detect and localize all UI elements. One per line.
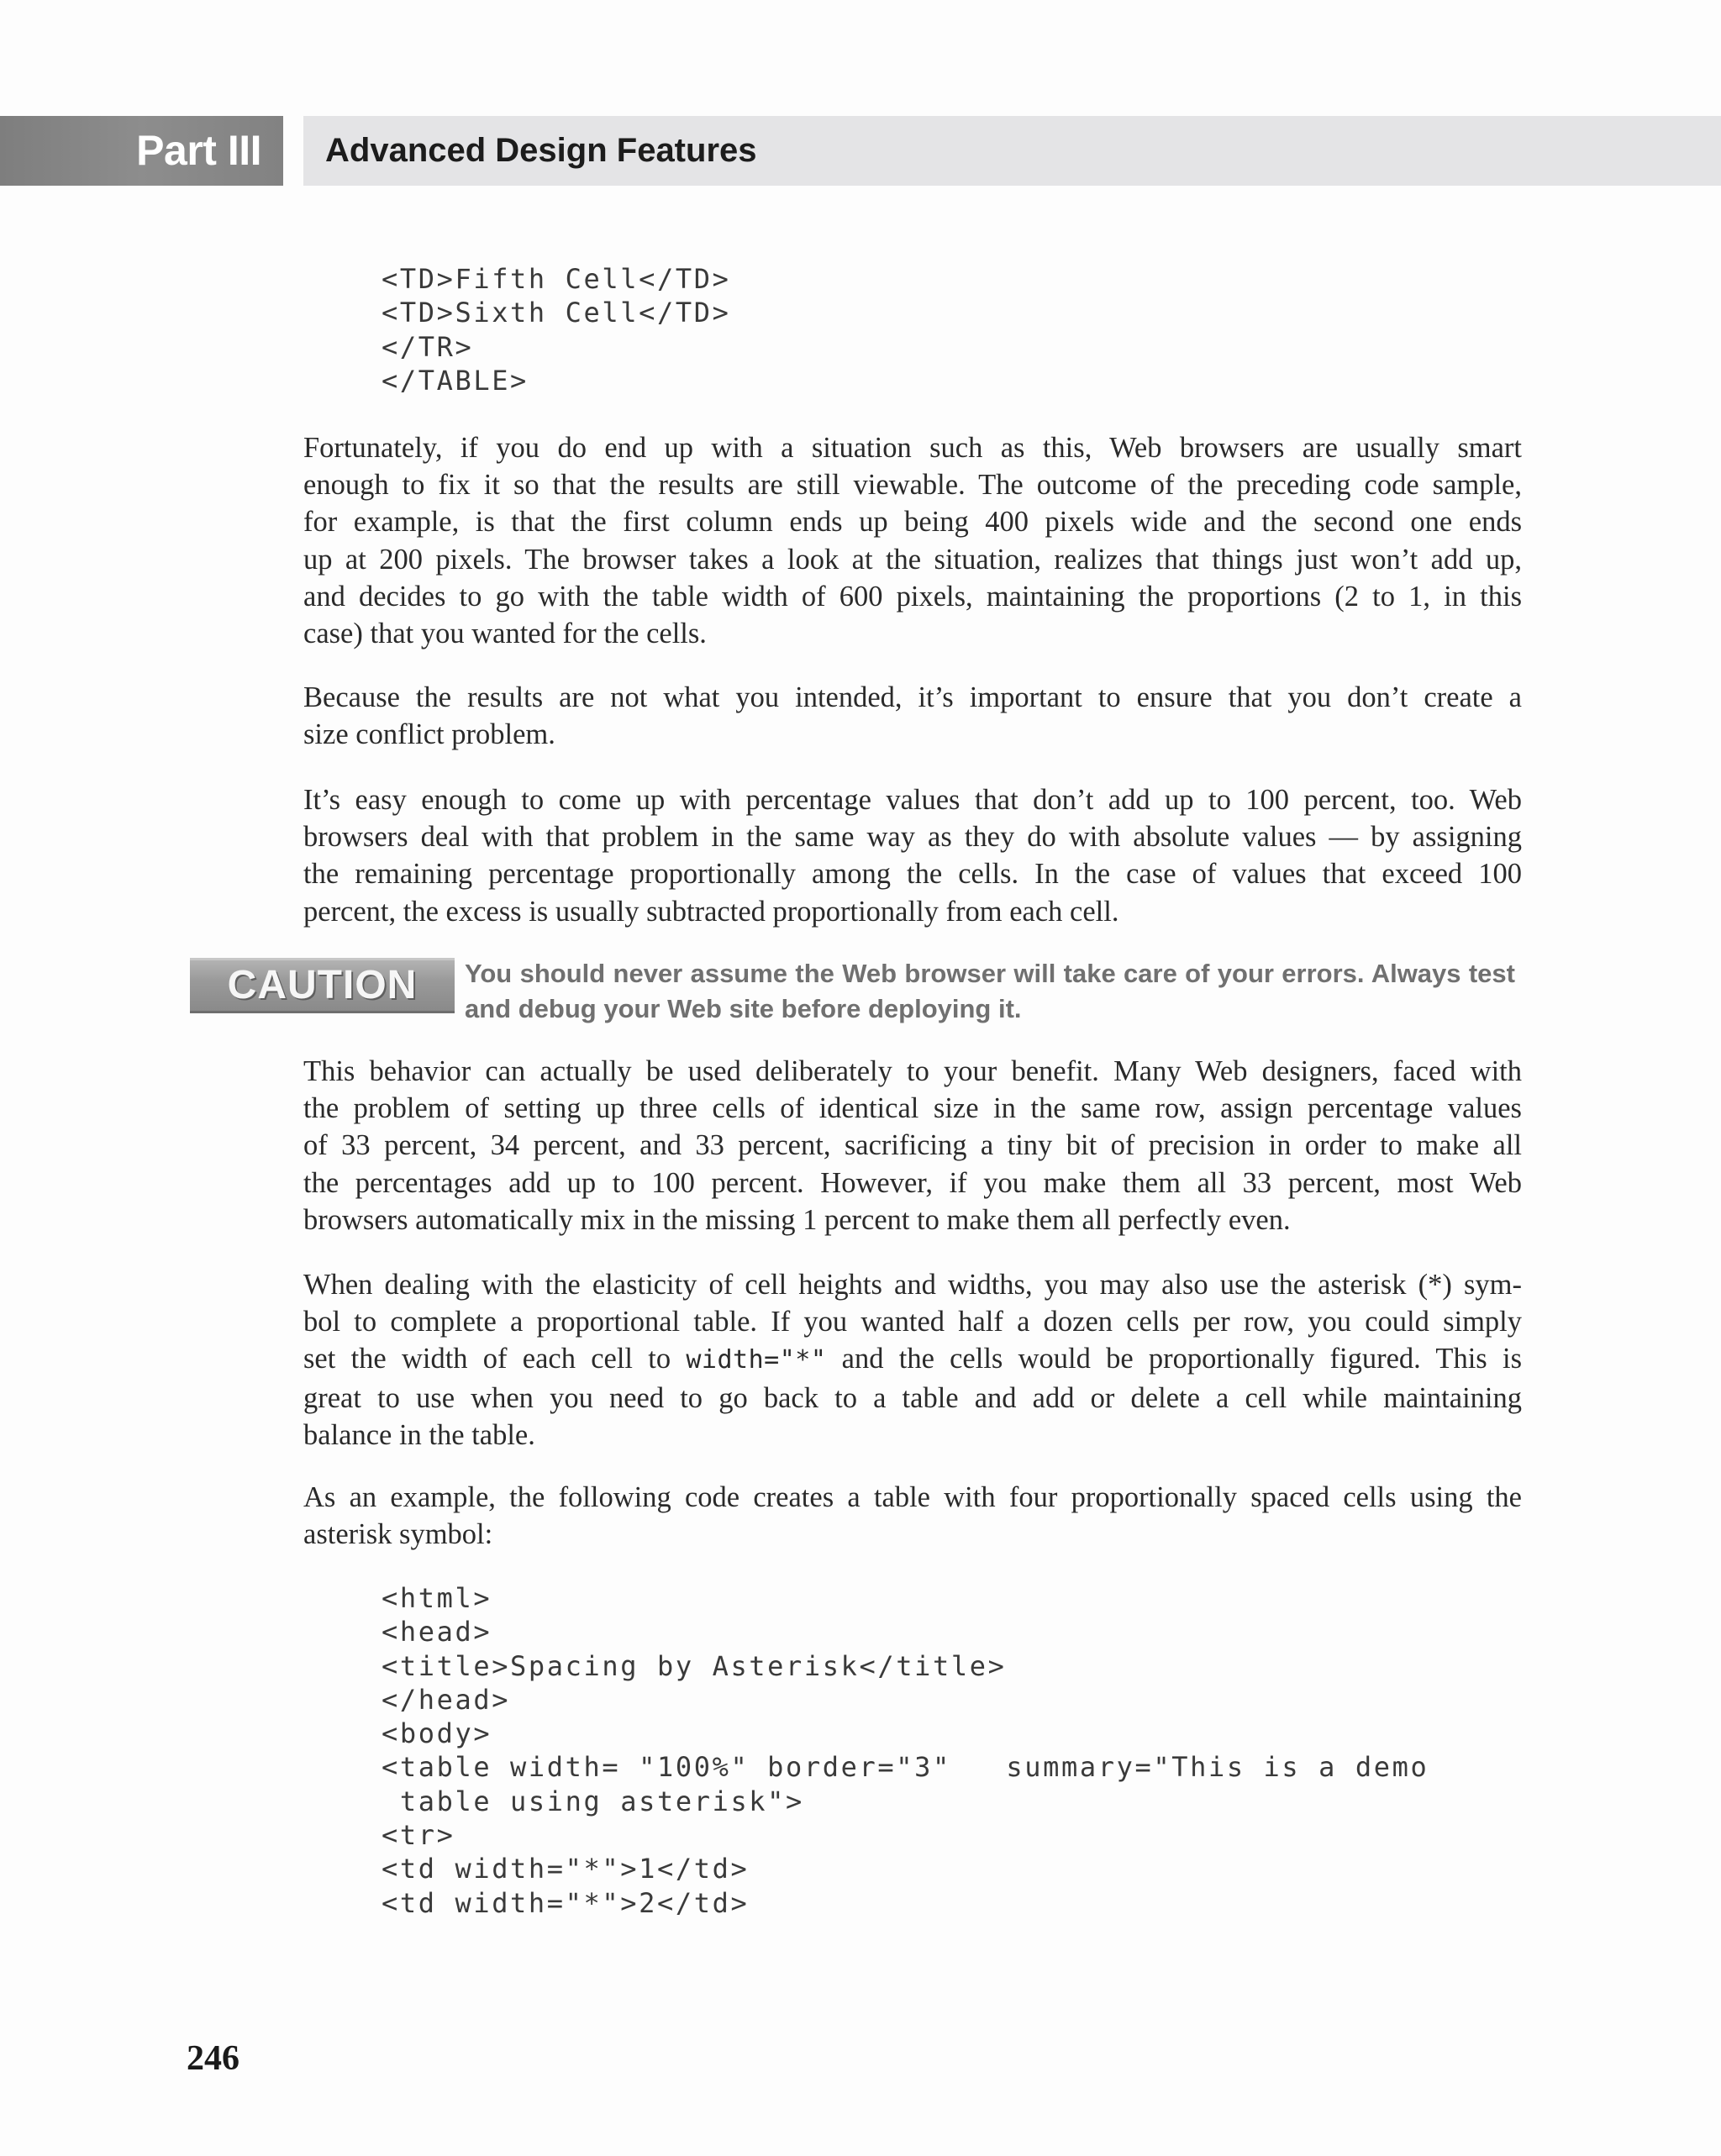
code-line: <table width= "100%" border="3" summary="This is a demo [382,1751,1429,1784]
text-line [303,1340,1522,1379]
code-line: table using asterisk"> [382,1785,804,1817]
text-line: of 33 percent, 34 percent, and 33 percent, sacrificing a tiny bit of precision in order to make all [303,1129,1522,1162]
text-line: This behavior can actually be used deliberately to your benefit. Many Web designers, faced with [303,1055,1522,1087]
text-line: balance in the table. [303,1418,535,1451]
code-line: <td width="*">1</td> [382,1853,750,1885]
chapter-header-bar [303,116,1721,186]
page-number: 246 [187,2039,239,2078]
code-line: <html> [382,1582,492,1614]
text-line: for example, is that the first column ends up being 400 pixels wide and the second one ends [303,506,1522,539]
code-line: <TD>Fifth Cell</TD> [382,263,731,295]
inline-code: width="*" [686,1345,827,1375]
code-block-2 [382,1581,1429,1920]
text-line: bol to complete a proportional table. If you wanted half a dozen cells per row, you could simply [303,1306,1522,1338]
text-line: size conflict problem. [303,718,555,751]
code-block-1 [382,262,730,397]
text-line: and decides to go with the table width of 600 pixels, maintaining the proportions (2 to 1, in this [303,580,1522,613]
text-line: great to use when you need to go back to a table and add or delete a cell while maintaining [303,1381,1522,1414]
code-line: <head> [382,1616,492,1649]
code-line: <TD>Sixth Cell</TD> [382,297,731,329]
text-line: case) that you wanted for the cells. [303,618,707,650]
code-line: </head> [382,1683,511,1716]
code-line: <title>Spacing by Asterisk</title> [382,1649,1007,1682]
text-line: It’s easy enough to come up with percentage values that don’t add up to 100 percent, too. Web [303,784,1522,816]
code-line: <tr> [382,1819,455,1852]
caution-line: You should never assume the Web browser will take care of your errors. Always test [465,959,1515,988]
paragraph-1 [303,429,1522,652]
text-line: When dealing with the elasticity of cell heights and widths, you may also use the asterisk (*) sym- [303,1269,1522,1301]
code-line: <body> [382,1717,492,1750]
paragraph-6 [303,1479,1522,1553]
paragraph-3 [303,781,1522,930]
text-line: browsers deal with that problem in the same way as they do with absolute values — by assigning [303,821,1522,854]
text-line: up at 200 pixels. The browser takes a look at the situation, realizes that things just won’t add up, [303,543,1522,576]
code-line: </TABLE> [382,364,529,397]
text-line: As an example, the following code creates a table with four proportionally spaced cells using the [303,1481,1522,1513]
code-line: <td width="*">2</td> [382,1886,750,1919]
text-line: asterisk symbol: [303,1518,493,1551]
paragraph-2 [303,679,1522,753]
text-line: the problem of setting up three cells of identical size in the same row, assign percentage values [303,1092,1522,1125]
part-label: Part III [0,116,283,186]
text-fragment: and the cells would be proportionally figured. This is [826,1343,1522,1375]
chapter-title: Advanced Design Features [325,132,757,169]
code-line: </TR> [382,330,474,363]
text-fragment: set the width of each cell to [303,1343,687,1375]
caution-icon: CAUTION [190,958,455,1013]
paragraph-5 [303,1266,1522,1454]
text-line: Fortunately, if you do end up with a situation such as this, Web browsers are usually smart [303,432,1522,464]
text-line: the remaining percentage proportionally among the cells. In the case of values that exceed 100 [303,858,1522,891]
caution-line: and debug your Web site before deploying it. [465,994,1022,1023]
text-line: enough to fix it so that the results are still viewable. The outcome of the preceding code sample, [303,469,1522,502]
caution-note [465,956,1515,1027]
text-line: the percentages add up to 100 percent. However, if you make them all 33 percent, most Web [303,1166,1522,1199]
text-line: percent, the excess is usually subtracted proportionally from each cell. [303,895,1119,928]
paragraph-4 [303,1053,1522,1238]
text-line: browsers automatically mix in the missing 1 percent to make them all perfectly even. [303,1203,1291,1236]
text-line: Because the results are not what you intended, it’s important to ensure that you don’t create a [303,681,1522,713]
